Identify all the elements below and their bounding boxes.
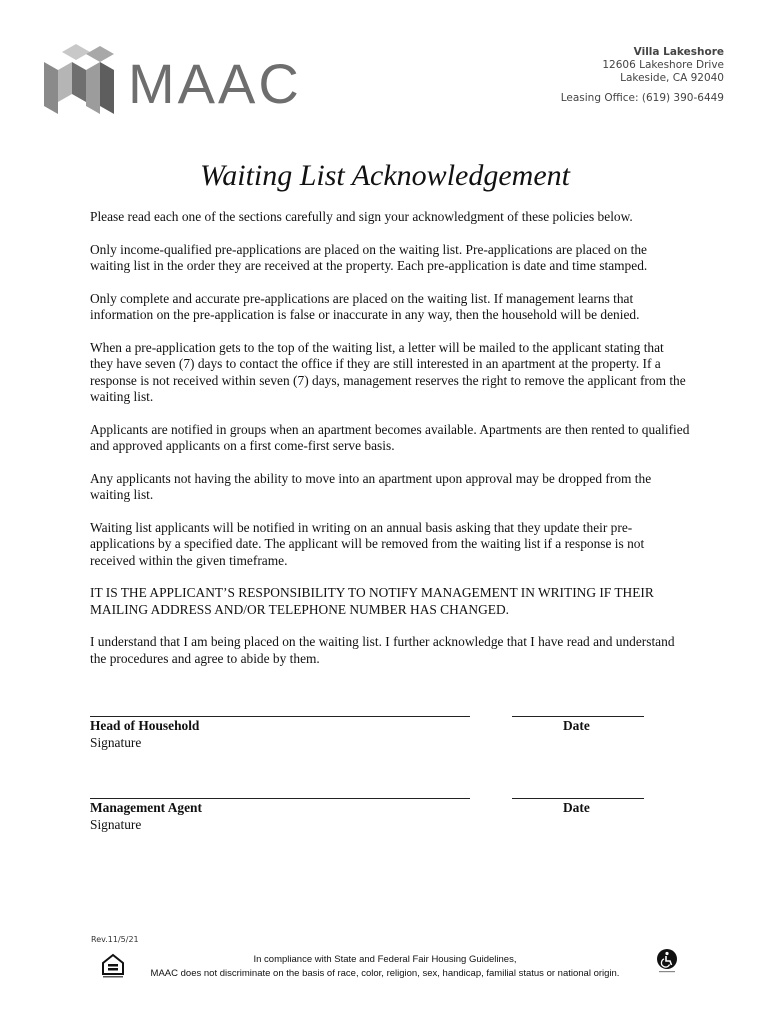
policy-body xyxy=(90,209,690,683)
compliance-line-1: In compliance with State and Federal Fair Housing Guidelines, xyxy=(253,954,517,965)
property-street: 12606 Lakeshore Drive xyxy=(602,59,724,71)
hoh-label: Head of Household xyxy=(90,718,200,733)
leasing-office-phone: Leasing Office: (619) 390-6449 xyxy=(560,92,724,104)
policy-paragraph: Any applicants not having the ability to move into an apartment upon approval may be dropped from the waiting list. xyxy=(90,470,652,502)
policy-paragraph: Waiting list applicants will be notified in writing on an annual basis asking that they update their pre-applications by a specified date. The applicant will be removed from the waiting list if a response is not received within the given timeframe. xyxy=(90,519,645,568)
responsibility-notice: IT IS THE APPLICANT’S RESPONSIBILITY TO NOTIFY MANAGEMENT IN WRITING IF THEIR MAILING ADDRESS AND/OR TELEPHONE NUMBER HAS CHANGED. xyxy=(90,585,654,617)
maac-logo-text: MAAC xyxy=(128,52,302,115)
accessibility-icon xyxy=(655,948,679,974)
hoh-date-label: Date xyxy=(563,718,590,733)
intro-paragraph: Please read each one of the sections carefully and sign your acknowledgment of these policies below. xyxy=(90,209,633,224)
policy-paragraph: When a pre-application gets to the top of the waiting list, a letter will be mailed to the applicant stating that they have seven (7) days to contact the office if they are still interested in an apartment at the property. If a response is not received within seven (7) days, management reserves the right to remove the applicant from the waiting list. xyxy=(90,339,686,404)
compliance-line-2: MAAC does not discriminate on the basis of race, color, religion, sex, handicap, familial status or national origin. xyxy=(150,968,620,979)
document-title: Waiting List Acknowledgement xyxy=(200,159,570,192)
agent-signature-caption: Signature xyxy=(90,817,142,832)
property-city: Lakeside, CA 92040 xyxy=(620,72,724,84)
policy-paragraph: Only income-qualified pre-applications are placed on the waiting list. Pre-applications are placed on the waiting list in the order they are received at the property. Each pre-application is date and time stamped. xyxy=(90,241,648,273)
agent-label: Management Agent xyxy=(90,800,202,815)
policy-paragraph: Applicants are notified in groups when an apartment becomes available. Apartments are then rented to qualified and approved applicants on a first come-first serve basis. xyxy=(90,421,690,453)
revision-date: Rev.11/5/21 xyxy=(91,935,139,944)
property-address-block xyxy=(561,46,724,105)
equal-housing-opportunity-icon xyxy=(100,953,126,979)
maac-logo-mark xyxy=(42,44,122,118)
hoh-signature-caption: Signature xyxy=(90,735,142,750)
agent-date-label: Date xyxy=(563,800,590,815)
property-name: Villa Lakeshore xyxy=(633,46,724,58)
acknowledgement-paragraph: I understand that I am being placed on the waiting list. I further acknowledge that I have read and understand the procedures and agree to abide by them. xyxy=(90,634,675,666)
policy-paragraph: Only complete and accurate pre-applications are placed on the waiting list. If management learns that information on the pre-application is false or inaccurate in any way, then the household will be denied. xyxy=(90,290,640,322)
fair-housing-statement xyxy=(130,953,640,981)
